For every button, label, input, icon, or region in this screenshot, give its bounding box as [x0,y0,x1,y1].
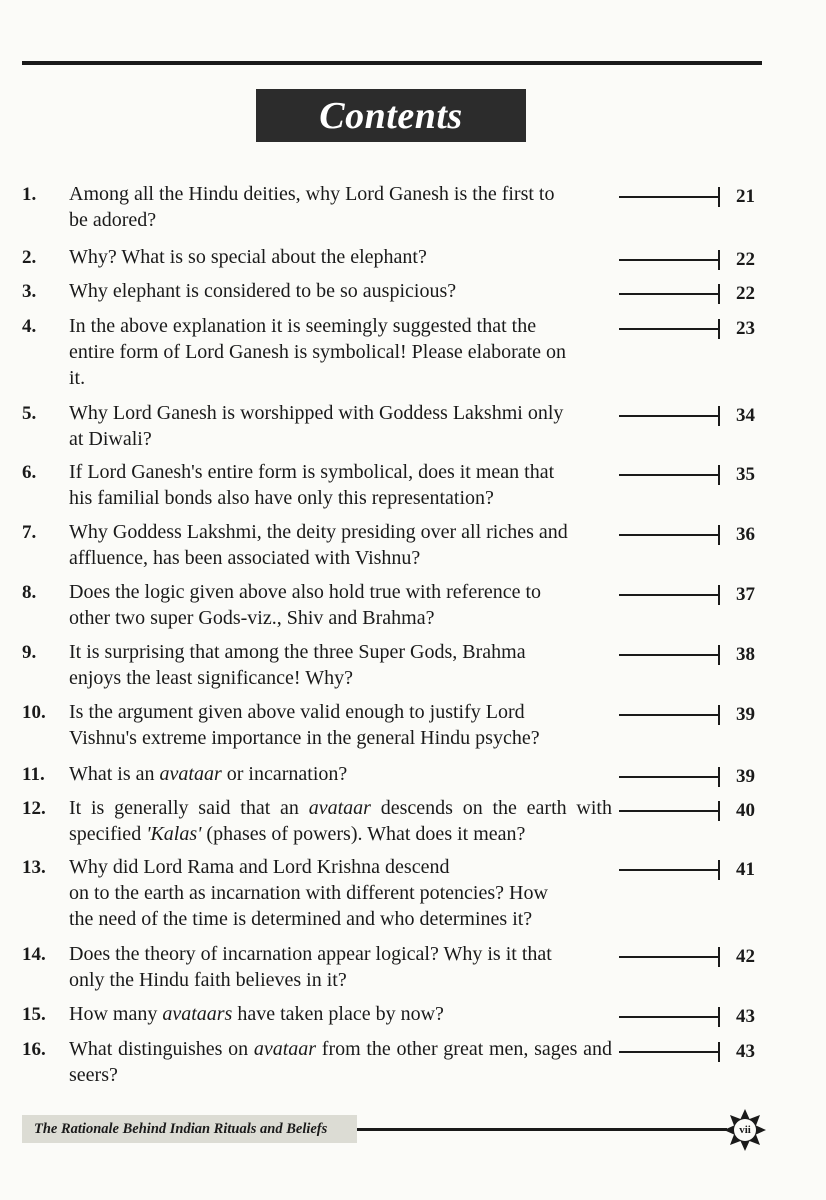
entry-number: 10. [22,702,46,723]
leader-line [619,415,719,417]
leader-end-tick [718,585,720,605]
entry-line: Is the argument given above valid enough to justify Lord [69,701,525,723]
entry-line: Why elephant is considered to be so auspicious? [69,280,457,302]
entry-line: be adored? [69,209,157,231]
entry-line: Among all the Hindu deities, why Lord Ganesh is the first to [69,183,555,205]
italic-term: avataar [308,797,371,819]
entry-page-number: 36 [736,524,755,545]
leader-end-tick [718,406,720,426]
entry-line: only the Hindu faith believes in it? [69,969,347,991]
entry-page-number: 39 [736,704,755,725]
entry-question [69,1036,612,1088]
entry-text: How many [69,1003,163,1025]
entry-question [69,854,612,932]
entry-page-number: 22 [736,249,755,270]
entry-number: 1. [22,184,37,205]
entry-page-number: 39 [736,766,755,787]
leader-line [619,328,719,330]
entry-line: Does the logic given above also hold true with reference to [69,581,542,603]
entry-number: 11. [22,764,45,785]
entry-line: Why Lord Ganesh is worshipped with Goddess Lakshmi only [69,402,564,424]
leader-end-tick [718,767,720,787]
leader-line [619,1051,719,1053]
entry-text: from the other great men, sages and seers? [69,1038,612,1086]
leader-line [619,654,719,656]
italic-term: 'Kalas' [146,823,202,845]
entry-text: or incarnation? [221,763,348,785]
entry-question [69,941,612,993]
entry-question [69,579,612,631]
entry-text: It is generally said that an [69,797,309,819]
entry-number: 15. [22,1004,46,1025]
entry-number: 6. [22,462,37,483]
leader-end-tick [718,801,720,821]
entry-number: 14. [22,944,46,965]
leader-line [619,196,719,198]
entry-number: 7. [22,522,37,543]
entry-page-number: 43 [736,1006,755,1027]
leader-end-tick [718,187,720,207]
entry-page-number: 21 [736,186,755,207]
entry-line: Why did Lord Rama and Lord Krishna descend [69,856,450,878]
entry-number: 13. [22,857,46,878]
entry-text: What is an [69,763,160,785]
leader-line [619,534,719,536]
entry-text: (phases of powers). What does it mean? [201,823,526,845]
entry-number: 2. [22,247,37,268]
entry-question [69,278,612,304]
entry-number: 4. [22,316,37,337]
footer-book-title: The Rationale Behind Indian Rituals and Beliefs [34,1120,328,1137]
leader-line [619,259,719,261]
entry-line: Why? What is so special about the elephant? [69,246,427,268]
entry-line: on to the earth as incarnation with different potencies? How [69,882,548,904]
entry-text: descends on the earth with specified [69,797,612,845]
entry-line: affluence, has been associated with Vishnu? [69,547,421,569]
footer-rule [357,1128,727,1131]
entry-question [69,244,612,270]
leader-line [619,293,719,295]
leader-line [619,810,719,812]
italic-term: avataars [162,1003,233,1025]
entry-line: If Lord Ganesh's entire form is symbolical, does it mean that [69,461,555,483]
italic-term: avataar [159,763,222,785]
entry-page-number: 34 [736,405,755,426]
entry-page-number: 35 [736,464,755,485]
entry-page-number: 41 [736,859,755,880]
entry-number: 3. [22,281,37,302]
leader-line [619,776,719,778]
entry-question [69,519,612,571]
entry-question [69,639,612,691]
entry-page-number: 40 [736,800,755,821]
footer-title-band [22,1115,357,1143]
page-number: vii [739,1124,751,1136]
entry-question [69,699,612,751]
entry-page-number: 23 [736,318,755,339]
leader-end-tick [718,284,720,304]
leader-line [619,869,719,871]
leader-end-tick [718,947,720,967]
entry-line: other two super Gods-viz., Shiv and Brahma? [69,607,435,629]
entry-page-number: 37 [736,584,755,605]
entry-line: Vishnu's extreme importance in the general Hindu psyche? [69,727,540,749]
entry-line: his familial bonds also have only this representation? [69,487,494,509]
entry-text: What distinguishes on [69,1038,254,1060]
leader-end-tick [718,250,720,270]
entry-question [69,795,612,847]
entry-line: entire form of Lord Ganesh is symbolical! Please elaborate on [69,341,567,363]
leader-end-tick [718,645,720,665]
page-title: Contents [319,94,463,137]
entry-question [69,181,612,233]
leader-end-tick [718,525,720,545]
leader-line [619,956,719,958]
entry-line: Does the theory of incarnation appear logical? Why is it that [69,943,552,965]
entry-line: it. [69,367,86,389]
leader-end-tick [718,705,720,725]
leader-end-tick [718,1007,720,1027]
leader-line [619,714,719,716]
leader-line [619,1016,719,1018]
entry-question [69,459,612,511]
entry-question [69,761,612,787]
entry-page-number: 42 [736,946,755,967]
leader-end-tick [718,319,720,339]
leader-line [619,594,719,596]
entry-line: It is surprising that among the three Super Gods, Brahma [69,641,526,663]
entry-number: 16. [22,1039,46,1060]
leader-end-tick [718,860,720,880]
entry-number: 5. [22,403,37,424]
entry-line: Why Goddess Lakshmi, the deity presiding over all riches and [69,521,568,543]
entry-number: 8. [22,582,37,603]
leader-line [619,474,719,476]
entry-line: In the above explanation it is seemingly suggested that the [69,315,537,337]
leader-end-tick [718,465,720,485]
entry-page-number: 38 [736,644,755,665]
entry-page-number: 43 [736,1041,755,1062]
italic-term: avataar [253,1038,317,1060]
entry-line: the need of the time is determined and who determines it? [69,908,533,930]
entry-text: have taken place by now? [232,1003,444,1025]
entry-question [69,1001,612,1027]
entry-number: 9. [22,642,37,663]
entry-line: enjoys the least significance! Why? [69,667,353,689]
entry-line: at Diwali? [69,428,152,450]
entry-question [69,313,612,391]
entry-question [69,400,612,452]
entry-number: 12. [22,798,46,819]
entry-page-number: 22 [736,283,755,304]
leader-end-tick [718,1042,720,1062]
